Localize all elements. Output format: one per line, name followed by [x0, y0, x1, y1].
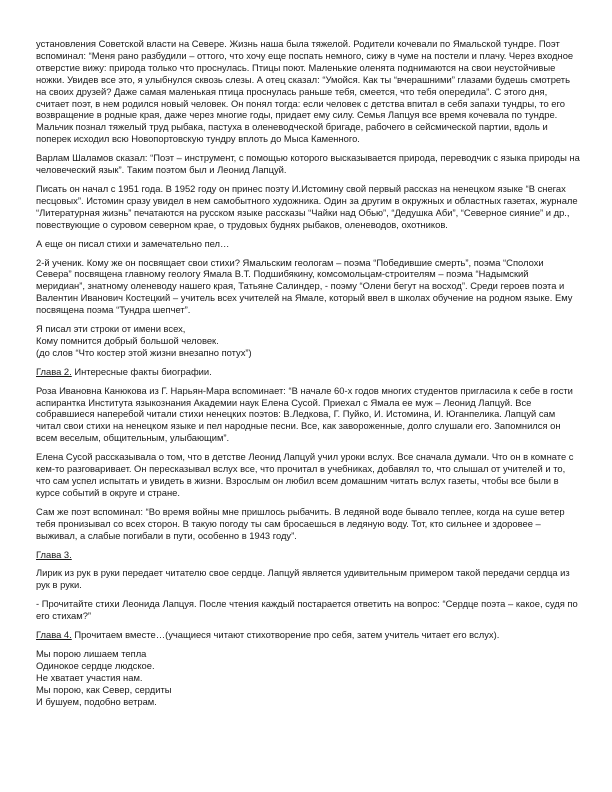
poem-excerpt-2: [36, 648, 580, 708]
chapter-2-heading: [36, 366, 580, 378]
document-page: [36, 38, 580, 715]
chapter-3-label: Глава 3.: [36, 548, 72, 560]
poem-line: Мы порою лишаем тепла: [36, 647, 147, 659]
poem-line: Кому помнится добрый большой человек.: [36, 334, 219, 346]
poem-line: Я писал эти строки от имени всех,: [36, 323, 186, 335]
paragraph-lyric-heart: Лирик из рук в руки передает читателю свое сердце. Лапцуй является удивительным примером такой передачи сердца из рук в руки.: [36, 567, 570, 591]
chapter-3-heading: [36, 549, 580, 561]
poem-line: Мы порою, как Север, сердиты: [36, 683, 172, 695]
paragraph-task: - Прочитайте стихи Леонида Лапцуя. После чтения каждый постарается ответить на вопрос: “Сердце поэта – какое, судя по его стихам?”: [36, 598, 578, 622]
paragraph-writing-start: Писать он начал с 1951 года. В 1952 году он принес поэту И.Истомину свой первый рассказ на ненецком языке “В снегах песцовых”. Истомин сразу увидел в нем самобытного художника. Один за другим в окружных и областных газетах, журнале “Литературная жизнь” печатаются на русском языке рассказы “Чайки над Обью”, “Дедушка Аби”, “Северное сияние” и др., повествующие о суровом северном крае, о трудовых буднях рыбаков, оленеводов, охотников.: [36, 182, 578, 230]
chapter-2-label: Глава 2.: [36, 365, 72, 377]
paragraph-songs: А еще он писал стихи и замечательно пел…: [36, 237, 230, 249]
chapter-4-label: Глава 4.: [36, 629, 72, 641]
poem-line: Одинокое сердце людское.: [36, 659, 155, 671]
paragraph-war-memory: Сам же поэт вспоминал: “Во время войны мне пришлось рыбачить. В ледяной воде бывало теплее, когда на суше ветер тебя пронизывал со всех сторон. В такую погоду ты сам бросаешься в ледяную воду. Тот, кто сильнее и здоровее – выживал, а слабые погибали в пути, особенно в 1943 году”.: [36, 505, 565, 541]
chapter-2-title: Интересные факты биографии.: [71, 365, 212, 377]
chapter-4-heading: [36, 629, 580, 641]
chapter-4-title: Прочитаем вместе…(учащиеся читают стихотворение про себя, затем учитель читает его вслух).: [71, 629, 500, 641]
poem-excerpt-1: [36, 323, 580, 359]
poem-line: (до слов “Что костер этой жизни внезапно потух”): [36, 346, 252, 358]
poem-line: Не хватает участия нам.: [36, 671, 143, 683]
poem-line: И бушуем, подобно ветрам.: [36, 695, 157, 707]
paragraph-kanyukova-memory: Роза Ивановна Канюкова из Г. Нарьян-Мара вспоминает: “В начале 60-х годов многих студентов пригласила к себе в гости аспирантка Института языкознания Академии наук Елена Сусой. Приехал с Ямала ее муж – Леонид Лапцуй. Все собравшиеся наперебой читали стихи ненецких поэтов: В.Ледкова, Г. Пуйко, И. Истомина, И. Юганпелика. Лапцуй сам читал свои стихи на ненецком языке и пел народные песни. Все, как завороженные, долго слушали его. Запомнился он всем веселым, общительным, улыбающим”.: [36, 384, 573, 444]
paragraph-susoy-story: Елена Сусой рассказывала о том, что в детстве Леонид Лапцуй учил уроки вслух. Все сначала думали. Что он в комнате с кем-то разговаривает. Он пересказывал вслух все, что прочитал в учебниках, добавлял то, что слышал от учителей и то, что сам успел испытать и увидеть в жизни. Взрослым он любил всем домашним читать вслух газеты, чтобы все были в курсе событий в округе и стране.: [36, 451, 574, 498]
paragraph-dedications: 2-й ученик. Кому же он посвящает свои стихи? Ямальским геологам – поэма “Победившие смерть”, поэма “Сполохи Севера” посвящена главному геологу Ямала В.Т. Подшибякину, комсомольцам-строителям – поэма “Надымский меридиан”, знатному оленеводу нашего края, Татьяне Салиндер, - поэму “Олени бегут на восход”. Среди героев поэта и Валентин Иванович Костецкий – учитель всех учителей на Ямале, который ввел в школах обучение на родном языке. Ему посвящена поэма “Тундра шепчет”.: [36, 256, 573, 316]
paragraph-shalamov-quote: Варлам Шаламов сказал: “Поэт – инструмент, с помощью которого высказывается природа, переводчик с языка природы на человеческий язык”. Таким поэтом был и Леонид Лапцуй.: [36, 152, 580, 176]
paragraph-childhood: установления Советской власти на Севере. Жизнь наша была тяжелой. Родители кочевали по Ямальской тундре. Поэт вспоминал: “Меня рано разбудили – оттого, что хочу еще поспать немного, сижу в чуме на постели и плачу. Через входное отверстие вижу: природа только что проснулась. Птицы поют. Маленькие оленята поднимаются на свои неустойчивые ножки. Увидев все это, я улыбнулся сквозь слезы. А отец сказал: “Умойся. Как ты “вчерашними” глазами будешь смотреть на своих друзей? Даже самая маленькая птица проснулась раньше тебя, смеется, что тебя опередила”. С этого дня, считает поэт, в нем родился новый человек. Он понял тогда: если человек с детства впитал в себя запахи тундры, то его возвращение в родные края, даже через многие годы, придает ему силу. Семья Лапцуя все время кочевала по тундре. Мальчик познал тяжелый труд рыбака, пастуха в оленеводческой бригаде, рабочего в сейсмической партии, вдоль и поперек исходил всю Новопортовскую тундру вплоть до Мыса Каменного.: [36, 38, 574, 145]
